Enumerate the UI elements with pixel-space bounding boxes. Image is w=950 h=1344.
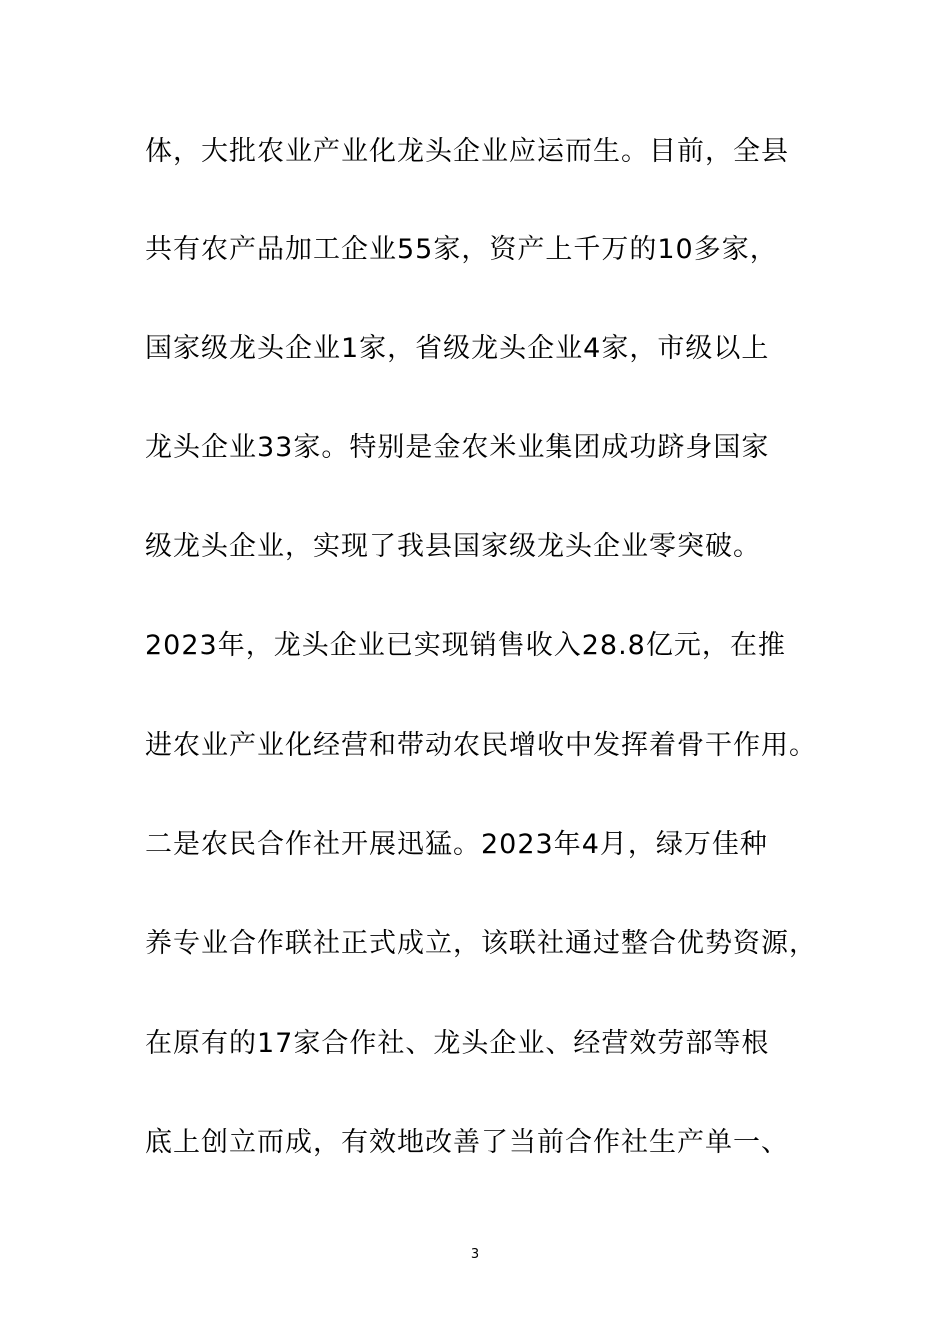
body-text-line: 2023年，龙头企业已实现销售收入28.8亿元，在推 (145, 630, 786, 661)
body-text-line: 国家级龙头企业1家，省级龙头企业4家，市级以上 (145, 333, 770, 364)
body-text-line: 共有农产品加工企业55家，资产上千万的10多家， (145, 234, 778, 265)
body-text-line: 在原有的17家合作社、龙头企业、经营效劳部等根 (145, 1028, 770, 1059)
body-text-line: 进农业产业化经营和带动农民增收中发挥着骨干作用。 (145, 730, 817, 761)
body-text-line: 龙头企业33家。特别是金农米业集团成功跻身国家 (145, 432, 770, 463)
body-text-line: 养专业合作联社正式成立，该联社通过整合优势资源， (145, 928, 817, 959)
page-number: 3 (470, 1247, 480, 1262)
body-text-line: 体，大批农业产业化龙头企业应运而生。目前，全县 (145, 136, 789, 167)
body-text-line: 二是农民合作社开展迅猛。2023年4月，绿万佳种 (145, 829, 768, 860)
body-text-line: 底上创立而成，有效地改善了当前合作社生产单一、 (145, 1127, 789, 1158)
body-text-line: 级龙头企业，实现了我县国家级龙头企业零突破。 (145, 531, 761, 562)
